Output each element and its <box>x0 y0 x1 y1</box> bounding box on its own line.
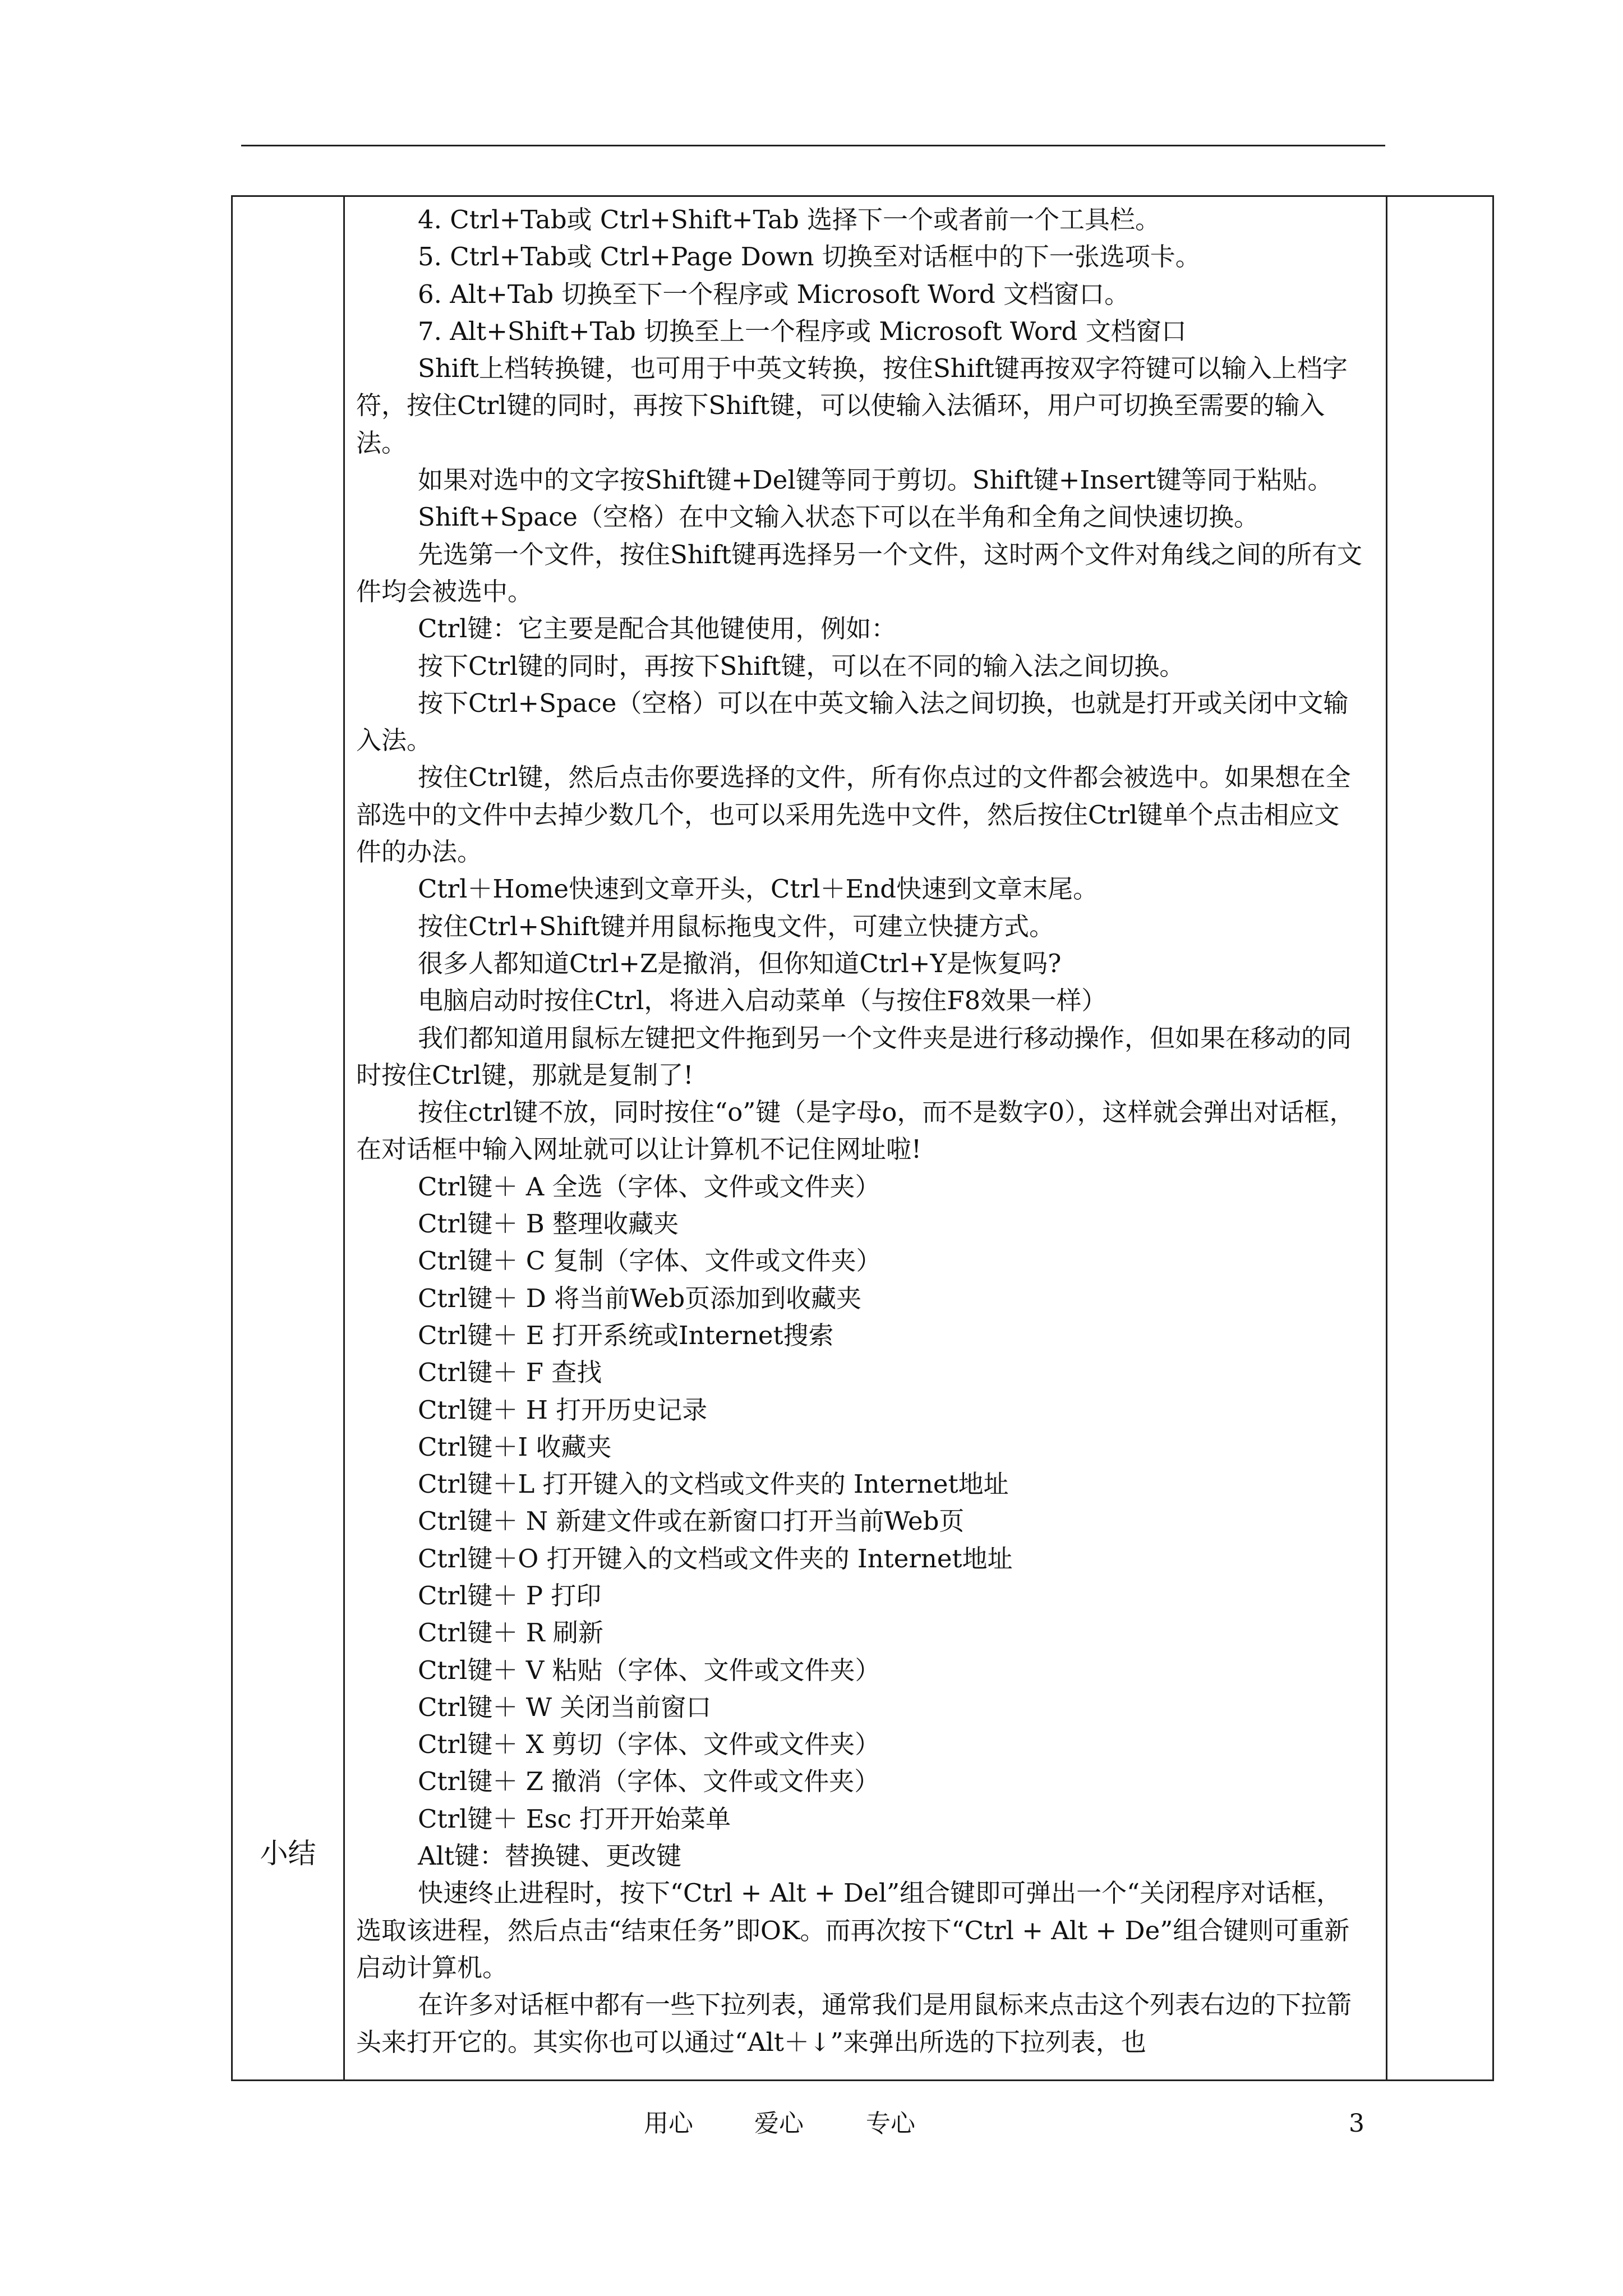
section-label: 小结 <box>260 1837 316 1870</box>
paragraph: Ctrl键＋ E 打开系统或Internet搜索 <box>418 1320 834 1350</box>
paragraph: Ctrl键＋ C 复制（字体、文件或文件夹） <box>418 1246 882 1276</box>
footer-motto-3: 专心 <box>866 2109 915 2138</box>
paragraph: 5. Ctrl+Tab或 Ctrl+Page Down 切换至对话框中的下一张选项卡。 <box>418 242 1201 272</box>
paragraph: 按住Ctrl+Shift键并用鼠标拖曳文件，可建立快捷方式。 <box>418 911 1055 941</box>
paragraph: 按住ctrl键不放，同时按住“o”键（是字母o，而不是数字0），这样就会弹出对话框，在对话框中输入网址就可以让计算机不记住网址啦! <box>356 1097 1355 1165</box>
paragraph: Ctrl键＋ W 关闭当前窗口 <box>418 1692 712 1722</box>
paragraph: 按住Ctrl键，然后点击你要选择的文件，所有你点过的文件都会被选中。如果想在全部选中的文件中去掉少数几个，也可以采用先选中文件，然后按住Ctrl键单个点击相应文件的办法。 <box>356 762 1351 867</box>
footer-motto-1: 用心 <box>644 2109 693 2138</box>
summary-table <box>231 195 1494 2081</box>
paragraph: Ctrl键＋ R 刷新 <box>418 1618 603 1648</box>
paragraph: Ctrl键＋I 收藏夹 <box>418 1432 612 1462</box>
paragraph: 如果对选中的文字按Shift键+Del键等同于剪切。Shift键+Insert键等同于粘贴。 <box>418 465 1333 495</box>
paragraph: 4. Ctrl+Tab或 Ctrl+Shift+Tab 选择下一个或者前一个工具栏。 <box>418 205 1161 234</box>
footer-motto-2: 爱心 <box>754 2109 804 2138</box>
column-divider <box>1386 197 1387 2079</box>
paragraph: Ctrl键＋ X 剪切（字体、文件或文件夹） <box>418 1729 880 1760</box>
paragraph: Shift+Space（空格）在中文输入状态下可以在半角和全角之间快速切换。 <box>418 502 1259 532</box>
paragraph: Alt键：替换键、更改键 <box>418 1841 681 1871</box>
paragraph: Ctrl键：它主要是配合其他键使用，例如： <box>418 614 897 644</box>
paragraph: Ctrl键＋ B 整理收藏夹 <box>418 1209 679 1239</box>
paragraph: 电脑启动时按住Ctrl，将进入启动菜单（与按住F8效果一样） <box>418 986 1107 1016</box>
paragraph: 7. Alt+Shift+Tab 切换至上一个程序或 Microsoft Word 文档窗口 <box>418 316 1187 346</box>
paragraph: 在许多对话框中都有一些下拉列表，通常我们是用鼠标来点击这个列表右边的下拉箭头来打开它的。其实你也可以通过“Alt＋↓”来弹出所选的下拉列表，也 <box>356 1990 1352 2057</box>
paragraph: Ctrl键＋ N 新建文件或在新窗口打开当前Web页 <box>418 1506 965 1536</box>
paragraph: 6. Alt+Tab 切换至下一个程序或 Microsoft Word 文档窗口。 <box>418 279 1130 309</box>
paragraph: Shift上档转换键，也可用于中英文转换，按住Shift键再按双字符键可以输入上档字符，按住Ctrl键的同时，再按下Shift键，可以使输入法循环，用户可切换至需要的输入法。 <box>356 353 1348 458</box>
header-rule <box>241 145 1385 146</box>
paragraph: 快速终止进程时，按下“Ctrl + Alt + Del”组合键即可弹出一个“关闭程序对话框，选取该进程，然后点击“结束任务”即OK。而再次按下“Ctrl + Alt + De”组合键则可重新启动计算机。 <box>356 1878 1350 1982</box>
paragraph: Ctrl键＋ Z 撤消（字体、文件或文件夹） <box>418 1766 880 1797</box>
paragraph: Ctrl键＋L 打开键入的文档或文件夹的 Internet地址 <box>418 1469 1009 1499</box>
paragraph: Ctrl键＋ H 打开历史记录 <box>418 1395 708 1425</box>
paragraph: 我们都知道用鼠标左键把文件拖到另一个文件夹是进行移动操作，但如果在移动的同时按住Ctrl键，那就是复制了! <box>356 1023 1352 1090</box>
column-divider <box>343 197 345 2079</box>
paragraph: 先选第一个文件，按住Shift键再选择另一个文件，这时两个文件对角线之间的所有文件均会被选中。 <box>356 539 1362 606</box>
content-cell <box>356 197 1363 2084</box>
paragraph: Ctrl键＋ V 粘贴（字体、文件或文件夹） <box>418 1655 880 1685</box>
paragraph: 很多人都知道Ctrl+Z是撤消，但你知道Ctrl+Y是恢复吗? <box>418 948 1062 978</box>
paragraph: Ctrl键＋ F 查找 <box>418 1358 602 1388</box>
paragraph: 按下Ctrl+Space（空格）可以在中英文输入法之间切换，也就是打开或关闭中文输入法。 <box>356 688 1349 756</box>
paragraph: Ctrl＋Home快速到文章开头，Ctrl＋End快速到文章末尾。 <box>418 874 1099 904</box>
paragraph: Ctrl键＋ P 打印 <box>418 1580 602 1611</box>
page-number: 3 <box>1349 2109 1364 2138</box>
paragraph: Ctrl键＋O 打开键入的文档或文件夹的 Internet地址 <box>418 1543 1013 1573</box>
paragraph: Ctrl键＋ D 将当前Web页添加到收藏夹 <box>418 1283 862 1313</box>
paragraph: 按下Ctrl键的同时，再按下Shift键，可以在不同的输入法之间切换。 <box>418 651 1185 681</box>
paragraph: Ctrl键＋ A 全选（字体、文件或文件夹） <box>418 1171 880 1202</box>
paragraph: Ctrl键＋ Esc 打开开始菜单 <box>418 1803 731 1834</box>
